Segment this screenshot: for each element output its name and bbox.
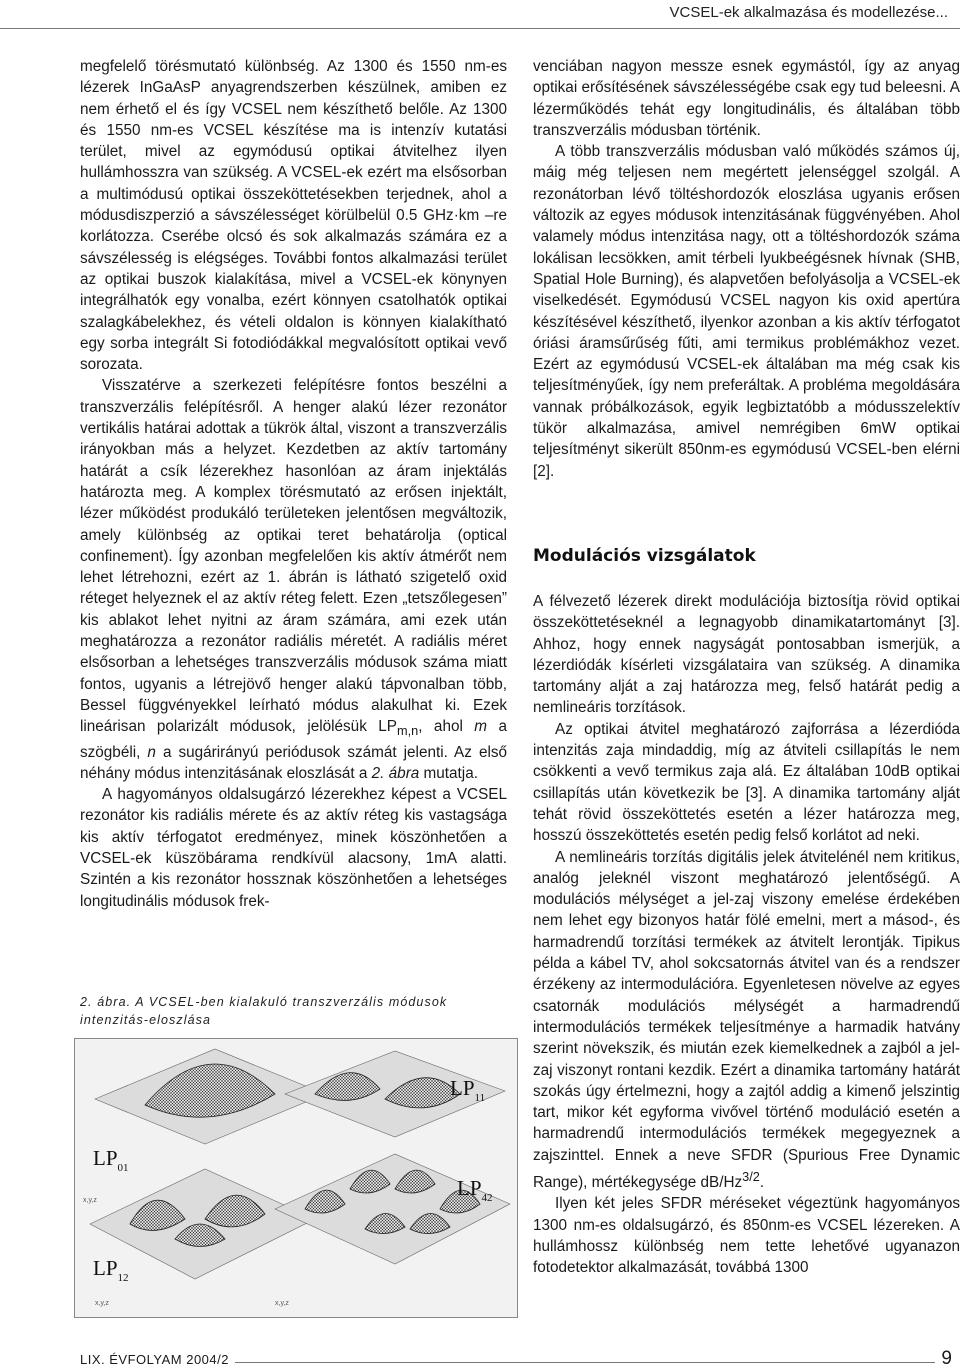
p2-text-a: Visszatérve a szerkezeti felépítésre fontos beszélni a transzverzális felépítésről. A henger alakú lézer rezonátor vertikális határai adottak a tükrök által, viszont a transzverzális irányokban más a helyzet. Kezdetben az aktív tartomány határát a csík lézerekhez hasonlóan az áram injektálás határozta meg. A komplex törésmutató az erősen injektált, lézer működést produkáló területeken jelentősen megváltozik, amely különbség az optikai teret behatárolja (optical confinement). Így azonban megfelelően kis aktív átmérőt nem lehet létrehozni, ezért az 1. ábrán is látható szigetelő oxid réteget helyeznek el az aktív réteg felett. Ezen „tetszőlegesen” kis ablakot lehet nyitni az áram számára, ami ezek után meghatározza a rezonátor radiális méretét. A radiális méret elsősorban a lehetséges transzverzális módusok száma miatt fontos, ugyanis a létrejövő henger alakú tápvonalban több, Bessel függvényekkel leírható módus alakulhat ki. Ezek lineárisan polarizált módusok, jelölésük LP [80, 377, 507, 736]
label-lp42: $LP_{42}$ [457, 1176, 493, 1204]
p5-superscript: 3/2 [742, 1169, 760, 1185]
right-paragraph-3: A félvezető lézerek direkt modulációja biztosítja rövid optikai összeköttetéseknél a legnagyobb dinamikatartományt [3]. Ahhoz, hogy ennek nagyságát pontosabban ismerjük, a lézerdiódák kísérleti vizsgálataira van szükség. A dinamika tartomány alját a zaj határozza meg, felső határát pedig a nemlineáris torzítások. [533, 593, 960, 717]
right-paragraph-4: Az optikai átvitel meghatározó zajforrása a lézerdióda intenzitás zaja mindaddig, míg az átviteli csillapítás le nem csökkenti a vevő termikus zaja alá. Ez általában 10dB optikai csillapítás után következik be [3]. A dinamika tartomány alját tehát rövid összeköttetés esetén a lézer határozza meg, hosszú összeköttetés esetén pedig felső korlátot ad neki. [533, 720, 960, 845]
mode-intensity-figure [74, 1038, 518, 1318]
page-number: 9 [935, 1348, 952, 1370]
footer-rule [120, 1362, 935, 1363]
axis-note-bottom-right: x,y,z [275, 1300, 289, 1307]
right-column-top [533, 56, 960, 482]
p2-subscript: m,n [396, 723, 419, 739]
p5-text-a: A nemlineáris torzítás digitális jelek átvitelénél nem kritikus, analóg jeleknél viszont meghatározó jelentőségű. A modulációs mélységet a jel-zaj viszony emelése érdekében nem lehet egy bizonyos határ fölé emelni, mert a másod-, és harmadrendű torzítási termékek az átvitelt lerontják. Tipikus példa a kábel TV, ahol sokcsatornás átvitel van és a rendszer érzékeny az intermodulációra. Egyenletesen növelve az egyes csatornák modulációs mélységét a harmadrendű intermodulációs termékek teljesítménye a harmadik hatvány szerint növekszik, és miután ezek kiemelkednek a zajból a jel-zaj viszonyt rontani kezdik. Ezért a dinamika tartomány határát szokás úgy értelmezni, hogy a zajtól addig a kimenő jelszintig tart, mikor két egyforma vivővel történő moduláció esetén a harmadrendű intermodulációs termékek megegyeznek a zajszinttel. Ennek a neve SFDR (Spurious Free Dynamic Range), mértékegysége dB/Hz [533, 848, 960, 1192]
label-lp11: $LP_{11}$ [450, 1076, 486, 1104]
figure-caption: 2. ábra. A VCSEL-ben kialakuló transzverzális módusok intenzitás-eloszlása [80, 995, 448, 1027]
right-paragraph-6: Ilyen két jeles SFDR méréseket végeztünk hagyományos 1300 nm-es oldalsugárzó, és 850nm-es VCSEL lézereken. A hullámhossz különbség nem tette lehetővé ugyanazon fotodetektor alkalmazását, továbbá 1300 [533, 1195, 960, 1277]
running-title: VCSEL-ek alkalmazása és modellezése... [669, 4, 948, 21]
right-column-bottom [533, 591, 960, 1279]
header-rule [0, 28, 960, 29]
p2-text-e: mutatja. [423, 764, 478, 782]
p2-text-c: a szögbéli, [80, 718, 507, 761]
axis-note-top: x,y,z [83, 1197, 97, 1204]
p2-text-d: a sugárirányú periódusok számát jelenti. Az első néhány módus intenzitásának eloszlását a [80, 743, 507, 782]
label-lp01: $LP_{01}$ [93, 1146, 129, 1174]
p2-figure-ref: 2. ábra [371, 764, 420, 782]
right-paragraph-1: venciában nagyon messze esnek egymástól, így az anyag optikai erősítésének sávszélességébe csak egy tud beleesni. A lézerműködés tehát egy longitudinális, és általában több transzverzális módusban történik. [533, 58, 960, 139]
section-heading: Modulációs vizsgálatok [533, 546, 756, 566]
p2-text-b: , ahol [418, 718, 463, 736]
footer-volume: LIX. ÉVFOLYAM 2004/2 [80, 1352, 235, 1367]
left-column [80, 56, 507, 912]
axis-note-bottom-left: x,y,z [95, 1300, 109, 1307]
p2-var-m: m [474, 718, 488, 736]
label-lp12: $LP_{12}$ [93, 1256, 129, 1284]
right-paragraph-5 [533, 847, 960, 1194]
right-paragraph-2: A több transzverzális módusban való működés számos új, máig még teljesen nem megértett jelenséggel szolgál. A rezonátorban lévő töltéshordozók eloszlása ugyanis erősen változik az egyes módusok intenzitásának függvényében. Ahol valamely módus intenzitása nagy, ott a töltéshordozók száma lokálisan lecsökken, amit térbeli lyukbeégésnek hívnak (SHB, Spatial Hole Burning), és alapvetően befolyásolja a VCSEL-ek viselkedését. Egymódusú VCSEL nagyon kis oxid apertúra készítésével készíthető, ilyenkor azonban a kis aktív térfogatot óriási áramsűrűség fűti, ami termikus problémákhoz vezet. Ezért az egymódusú VCSEL-ek általában ma még csak kis teljesítményűek, így nem preferáltak. A probléma megoldására vannak próbálkozások, egyik legbiztatóbb a módusszelektív tükör alkalmazása, amivel nemrégiben 6mW optikai teljesítményt sikerült 850nm-es egymódusú VCSEL-ben elérni [2]. [533, 143, 960, 480]
left-paragraph-2 [80, 375, 507, 784]
p2-var-n: n [147, 743, 156, 761]
mode-surface-plots [75, 1039, 517, 1317]
left-paragraph-3: A hagyományos oldalsugárzó lézerekhez képest a VCSEL rezonátor kis radiális mérete és az aktív réteg kis vastagsága kis aktív térfogatot eredményez, minek köszönhetően a VCSEL-ek küszöbárama rendkívül alacsony, 1mA alatti. Szintén a kis rezonátor hossznak köszönhetően a lehetséges longitudinális módusok frek- [80, 786, 507, 910]
p5-text-b: . [759, 1174, 765, 1192]
left-paragraph-1: megfelelő törésmutató különbség. Az 1300 és 1550 nm-es lézerek InGaAsP anyagrendszerben készülnek, amiben ez nem érhető el és így VCSEL nem készíthető belőle. Az 1300 és 1550 nm-es VCSEL készítése ma is intenzív kutatási terület, mivel az egymódusú optikai átvitelhez ilyen hullámhosszra van szükség. A VCSEL-ek ezért ma elsősorban a multimódusú optikai összeköttetésekben terjednek, ahol a módusdiszperzió a sávszélességet körülbelül 0.5 GHz·km –re korlátozza. Cserébe olcsó és sok alkalmazás számára ez a sávszélesség is elégséges. További fontos alkalmazási terület az optikai buszok kialakítása, mivel a VCSEL-ek könynyen integrálhatók egy vonalba, ezért könnyen csatolhatók optikai szalagkábelekhez, és vételi oldalon is könnyen kialakítható egy sorba integrált Si fotodiódákkal megvalósított optikai vevő sorozata. [80, 58, 507, 374]
